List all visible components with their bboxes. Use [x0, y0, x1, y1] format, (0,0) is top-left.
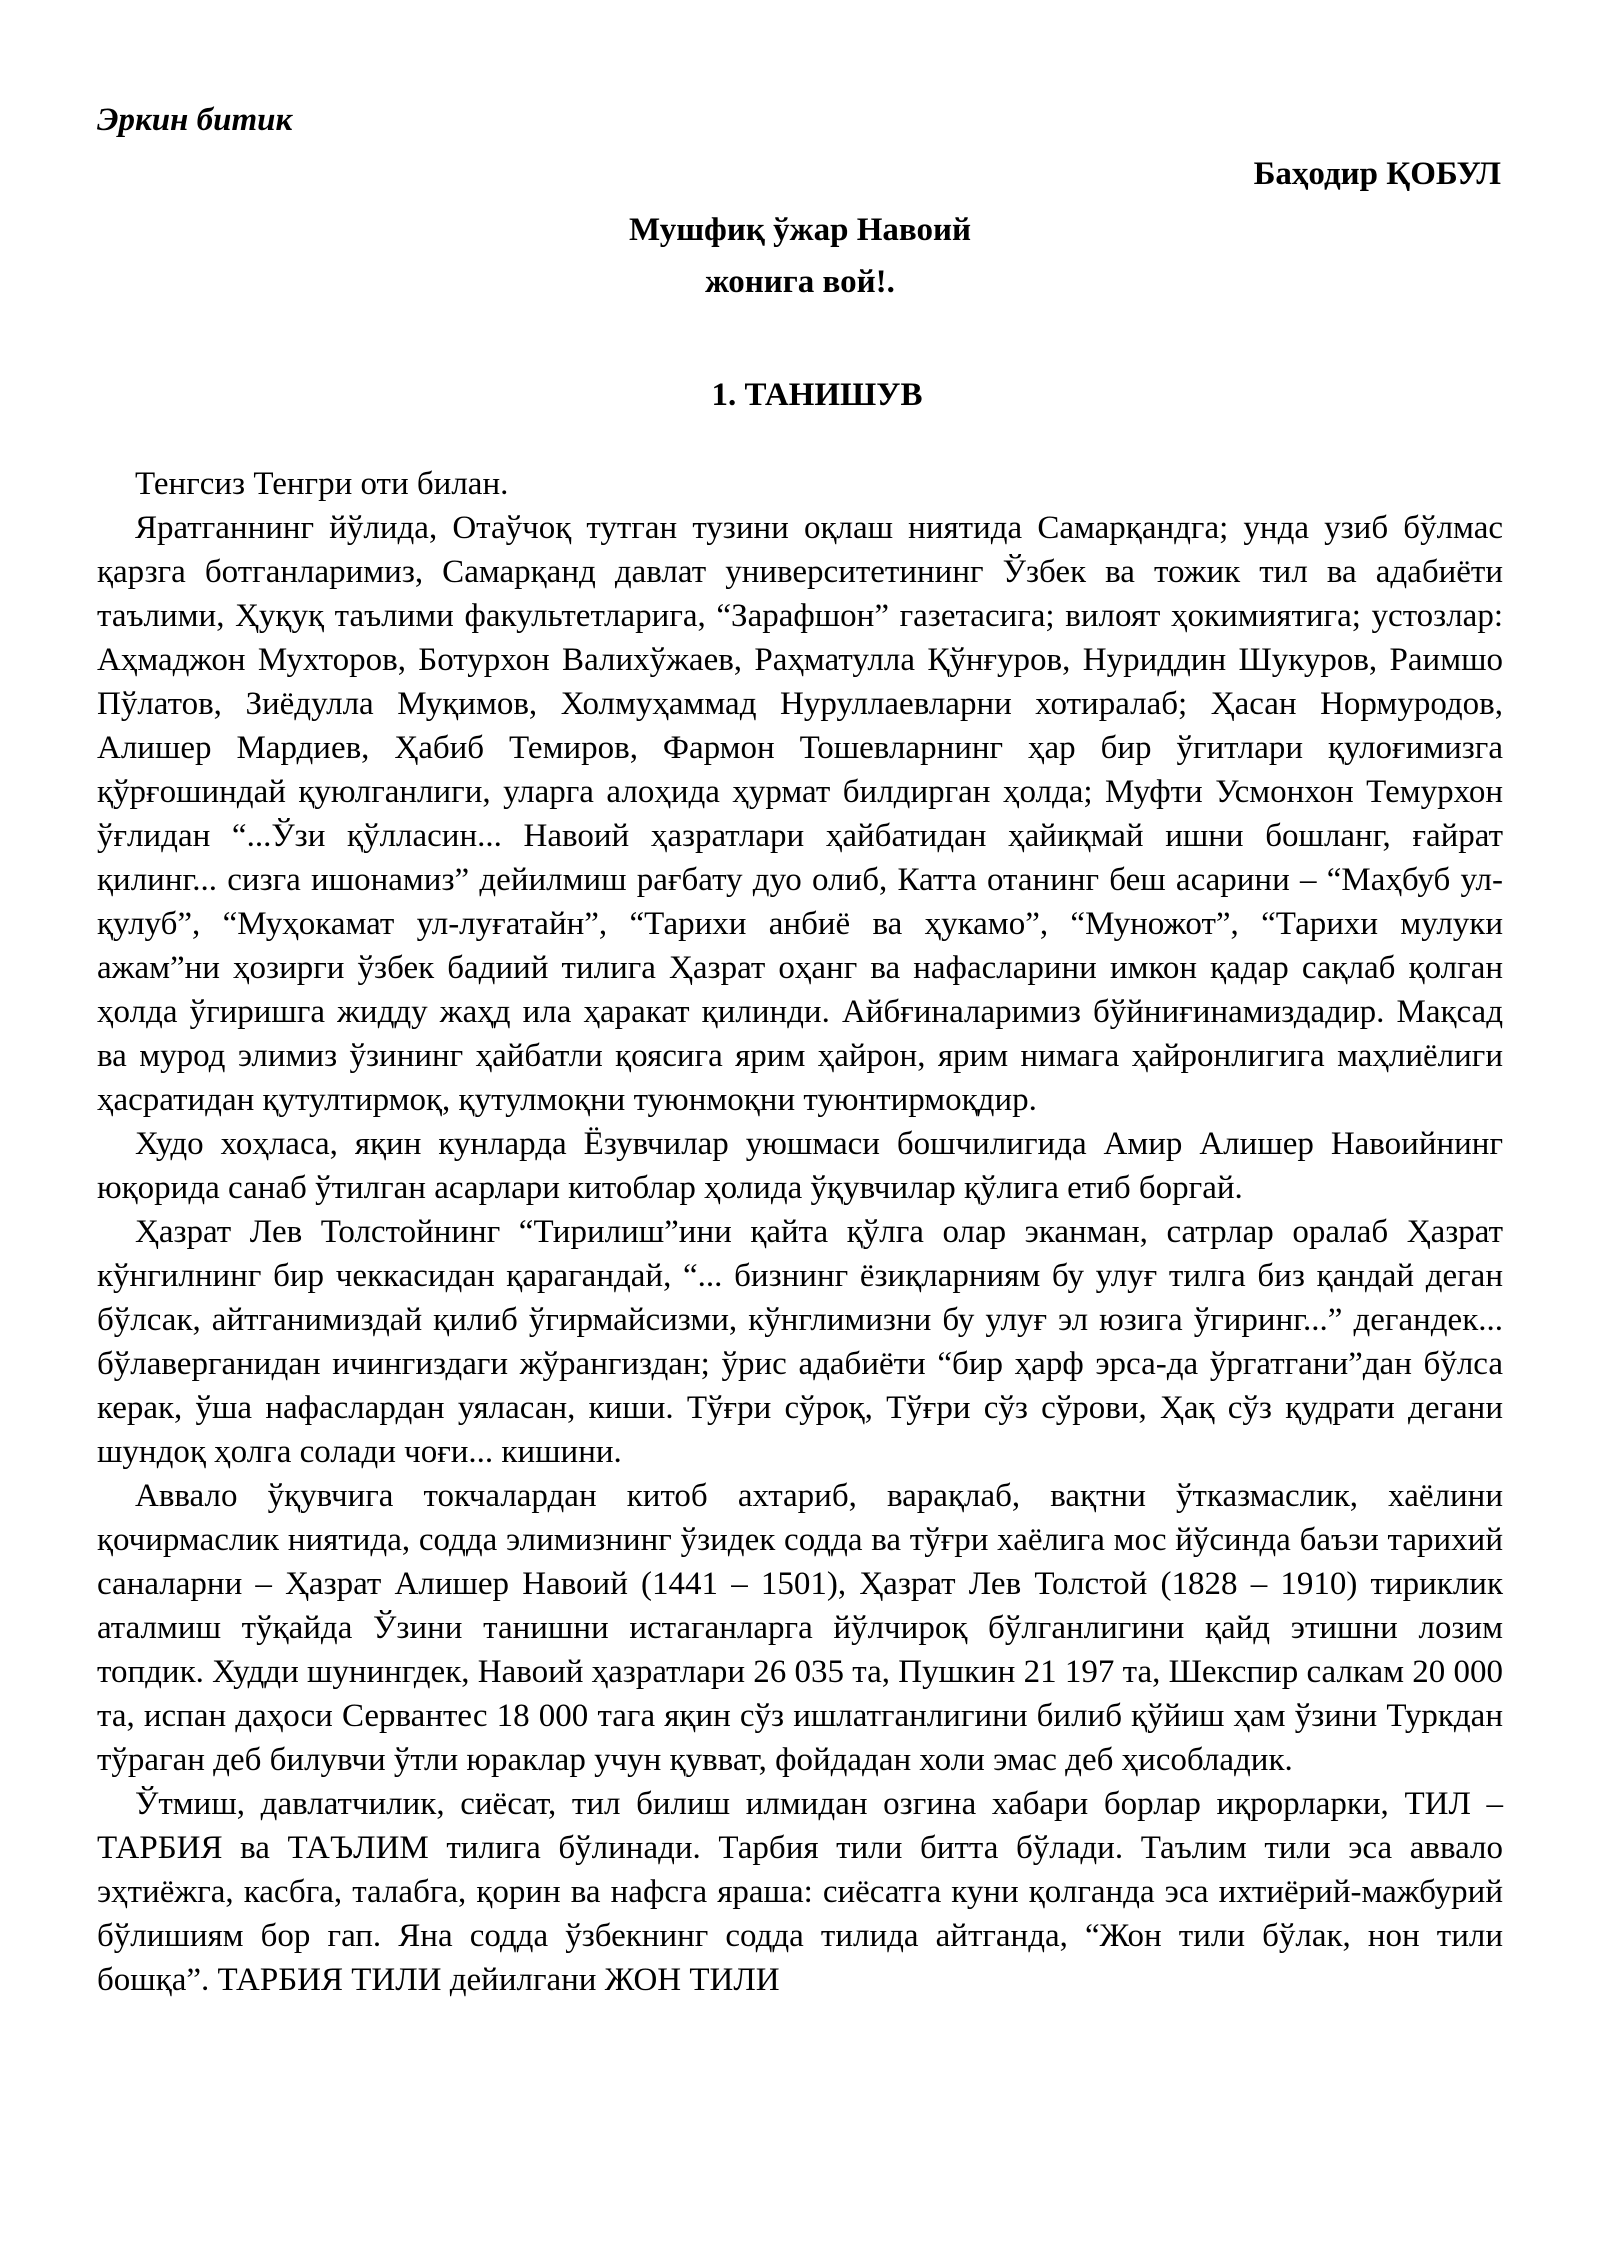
rubric-label: Эркин битик — [97, 102, 293, 138]
article-title-line: жонига вой!. — [705, 264, 895, 300]
body-paragraph: Ўтмиш, давлатчилик, сиёсат, тил билиш илмидан озгина хабари борлар иқрорларки, ТИЛ – ТАРБИЯ ва ТАЪЛИМ тилига бўлинади. Тарбия тили битта бўлади. Таълим тили эса аввало эҳтиёжга, касбга, талабга, қорин ва нафсга яраша: сиёсатга куни қолганда эса ихтиёрий-мажбурий бўлишиям бор гап. Яна содда ўзбекнинг содда тилида айтганда, “Жон тили бўлак, нон тили бошқа”. ТАРБИЯ ТИЛИ дейилгани ЖОН ТИЛИ — [97, 1786, 1503, 1998]
body-paragraph: Тенгсиз Тенгри оти билан. — [135, 466, 509, 502]
body-paragraph: Худо хоҳласа, яқин кунларда Ёзувчилар уюшмаси бошчилигида Амир Алишер Навоийнинг юқорида санаб ўтилган асарлари китоблар ҳолида ўқувчилар қўлига етиб боргай. — [97, 1126, 1503, 1206]
body-paragraph: Ҳазрат Лев Толстойнинг “Тирилиш”ини қайта қўлга олар эканман, сатрлар оралаб Ҳазрат кўнгилнинг бир чеккасидан қарагандай, “... бизнинг ёзиқларниям бу улуғ тилга биз қандай деган бўлсак, айтганимиздай қилиб ўгирмайсизми, кўнглимизни бу улуғ эл юзига ўгиринг...” дегандек... бўлаверганидан ичингиздаги жўрангиздан; ўрис адабиёти “бир ҳарф эрса-да ўргатгани”дан бўлса керак, ўша нафаслардан уяласан, киши. Тўғри сўроқ, Тўғри сўз сўрови, Ҳақ сўз қудрати дегани шундоқ ҳолга солади чоғи... кишини. — [97, 1214, 1503, 1470]
body-paragraph: Яратганнинг йўлида, Отаўчоқ тутган тузини оқлаш ниятида Самарқандга; унда узиб бўлмас қарзга ботганларимиз, Самарқанд давлат университетининг Ўзбек ва тожик тил ва адабиёти таълими, Ҳуқуқ таълими факультетларига, “Зарафшон” газетасига; вилоят ҳокимиятига; устозлар: Аҳмаджон Мухторов, Ботурхон Валихўжаев, Раҳматулла Қўнғуров, Нуриддин Шукуров, Раимшо Пўлатов, Зиёдулла Муқимов, Холмуҳаммад Нуруллаевларни хотиралаб; Ҳасан Нормуродов, Алишер Мардиев, Ҳабиб Темиров, Фармон Тошевларнинг ҳар бир ўгитлари қулоғимизга қўрғошиндай қуюлганлиги, уларга алоҳида ҳурмат билдирган ҳолда; Муфти Усмонхон Темурхон ўғлидан “...Ўзи қўлласин... Навоий ҳазратлари ҳайбатидан ҳайиқмай ишни бошланг, ғайрат қилинг... сизга ишонамиз” дейилмиш рағбату дуо олиб, Катта отанинг беш асарини – “Маҳбуб ул-қулуб”, “Муҳокамат ул-луғатайн”, “Тарихи анбиё ва ҳукамо”, “Муножот”, “Тарихи мулуки ажам”ни ҳозирги ўзбек бадиий тилига Ҳазрат оҳанг ва нафасларини имкон қадар сақлаб қолган ҳолда ўгиришга жидду жаҳд ила ҳаракат қилинди. Айбғиналаримиз бўйниғинамиздадир. Мақсад ва мурод элимиз ўзининг ҳайбатли қоясига ярим ҳайрон, ярим нимага ҳайронлигига маҳлиёлиги ҳасратидан қутултирмоқ, қутулмоқни туюнмоқни туюнтирмоқдир. — [97, 510, 1503, 1118]
article-body — [97, 462, 1503, 2002]
body-paragraph: Аввало ўқувчига токчалардан китоб ахтариб, варақлаб, вақтни ўтказмаслик, хаёлини қочирмаслик ниятида, содда элимизнинг ўзидек содда ва тўғри хаёлига мос йўсинда баъзи тарихий саналарни – Ҳазрат Алишер Навоий (1441 – 1501), Ҳазрат Лев Толстой (1828 – 1910) тириклик аталмиш тўқайда Ўзини танишни истаганларга йўлчироқ бўлганлигини қайд этишни лозим топдик. Худди шунингдек, Навоий ҳазратлари 26 035 та, Пушкин 21 197 та, Шекспир салкам 20 000 та, испан даҳоси Сервантес 18 000 тага яқин сўз ишлатганлигини билиб қўйиш ҳам ўзини Туркдан тўраган деб билувчи ўтли юраклар учун қувват, фойдадан холи эмас деб ҳисобладик. — [97, 1478, 1503, 1778]
section-heading: 1. ТАНИШУВ — [711, 377, 923, 413]
article-title-line: Мушфиқ ўжар Навоий — [628, 212, 971, 248]
article-title — [0, 204, 1600, 308]
author-name: Баҳодир ҚОБУЛ — [1253, 156, 1501, 192]
